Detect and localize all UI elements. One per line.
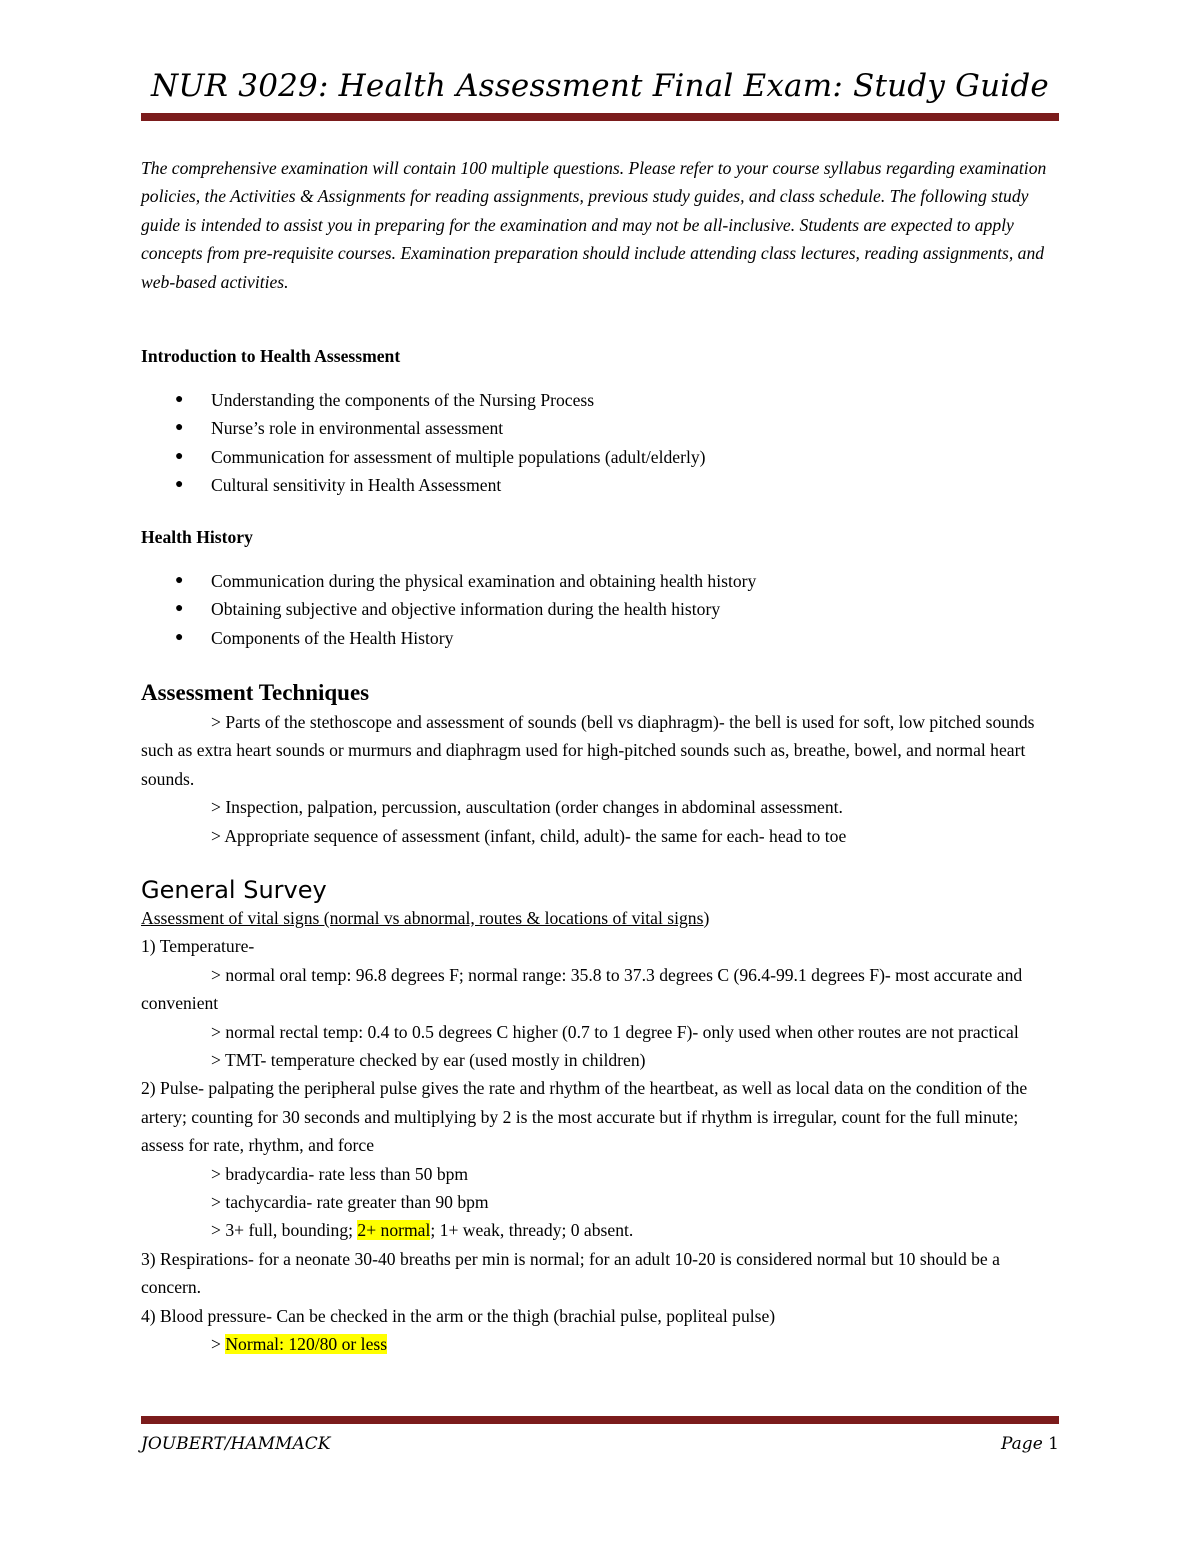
techniques-line-3: > Appropriate sequence of assessment (infant, child, adult)- the same for each- head to toe bbox=[211, 825, 847, 846]
history-section bbox=[141, 527, 1059, 652]
general-survey-section bbox=[141, 876, 1059, 1359]
footer-rule bbox=[141, 1416, 1059, 1424]
footer-authors: JOUBERT/HAMMACK bbox=[141, 1434, 331, 1454]
techniques-section bbox=[141, 680, 1059, 850]
pulse-scale-line: > 3+ full, bounding; 2+ normal; 1+ weak, thready; 0 absent. bbox=[211, 1220, 634, 1241]
bradycardia-line: > bradycardia- rate less than 50 bpm bbox=[211, 1163, 469, 1184]
bullet-icon: ● bbox=[175, 477, 184, 493]
bullet-icon: ● bbox=[175, 601, 184, 617]
page-title: NUR 3029: Health Assessment Final Exam: Study Guide bbox=[151, 68, 1049, 104]
techniques-line-2: > Inspection, palpation, percussion, auscultation (order changes in abdominal assessment. bbox=[211, 797, 843, 818]
general-survey-heading: General Survey bbox=[141, 876, 327, 904]
list-item: ● Cultural sensitivity in Health Assessment bbox=[141, 471, 1059, 499]
intro-paragraph: The comprehensive examination will contain 100 multiple questions. Please refer to your course syllabus regarding examination policies, the Activities & Assignments for reading assignments, previous study guides, and class schedule. The following study guide is intended to assist you in preparing for the examination and may not be all-inclusive. Students are expected to apply concepts from pre-requisite courses. Examination preparation should include attending class lectures, reading assignments, and web-based activities. bbox=[141, 158, 1047, 292]
intro-section-heading: Introduction to Health Assessment bbox=[141, 346, 401, 366]
highlight-bp-normal: Normal: 120/80 or less bbox=[225, 1334, 388, 1355]
intro-section-list bbox=[141, 386, 1059, 500]
list-item: ● Communication during the physical examination and obtaining health history bbox=[141, 567, 1059, 595]
bullet-icon: ● bbox=[175, 573, 184, 588]
highlight-2plus-normal: 2+ normal bbox=[357, 1220, 431, 1241]
list-item: ● Obtaining subjective and objective information during the health history bbox=[141, 595, 1059, 623]
techniques-line-1: > Parts of the stethoscope and assessment of sounds (bell vs diaphragm)- the bell is used for soft, low pitched sounds such as extra heart sounds or murmurs and diaphragm used for high-pitched sounds such as, breathe, bowel, and normal heart sounds. bbox=[141, 712, 1035, 789]
list-item: ● Nurse’s role in environmental assessment bbox=[141, 414, 1059, 442]
history-section-list bbox=[141, 567, 1059, 652]
bp-normal-line: > Normal: 120/80 or less bbox=[211, 1334, 388, 1355]
bullet-icon: ● bbox=[175, 629, 184, 645]
list-item: ● Understanding the components of the Nursing Process bbox=[141, 386, 1059, 414]
bullet-icon: ● bbox=[175, 392, 184, 407]
temperature-label: 1) Temperature- bbox=[141, 936, 255, 957]
temp-rectal: > normal rectal temp: 0.4 to 0.5 degrees C higher (0.7 to 1 degree F)- only used when other routes are not practical bbox=[211, 1021, 1019, 1042]
techniques-heading: Assessment Techniques bbox=[141, 680, 370, 705]
vital-signs-subheading: Assessment of vital signs (normal vs abnormal, routes & locations of vital signs) bbox=[141, 908, 710, 928]
bullet-icon: ● bbox=[175, 420, 184, 436]
list-item: ● Components of the Health History bbox=[141, 624, 1059, 652]
temp-tmt: > TMT- temperature checked by ear (used mostly in children) bbox=[211, 1050, 646, 1071]
intro-section bbox=[141, 346, 1059, 500]
history-section-heading: Health History bbox=[141, 527, 253, 547]
bullet-icon: ● bbox=[175, 448, 184, 464]
respirations-paragraph: 3) Respirations- for a neonate 30-40 breaths per min is normal; for an adult 10-20 is considered normal but 10 should be a concern. bbox=[141, 1248, 1000, 1298]
tachycardia-line: > tachycardia- rate greater than 90 bpm bbox=[211, 1192, 489, 1213]
list-item: ● Communication for assessment of multiple populations (adult/elderly) bbox=[141, 443, 1059, 471]
pulse-paragraph: 2) Pulse- palpating the peripheral pulse gives the rate and rhythm of the heartbeat, as well as local data on the condition of the artery; counting for 30 seconds and multiplying by 2 is the most accurate but if rhythm is irregular, count for the full minute; assess for rate, rhythm, and force bbox=[141, 1078, 1028, 1156]
header-rule bbox=[141, 113, 1059, 121]
footer-page-number: Page 1 bbox=[1001, 1434, 1059, 1454]
temp-oral: > normal oral temp: 96.8 degrees F; normal range: 35.8 to 37.3 degrees C (96.4-99.1 degrees F)- most accurate and convenient bbox=[141, 964, 1023, 1014]
blood-pressure-line: 4) Blood pressure- Can be checked in the arm or the thigh (brachial pulse, popliteal pulse) bbox=[141, 1305, 776, 1326]
